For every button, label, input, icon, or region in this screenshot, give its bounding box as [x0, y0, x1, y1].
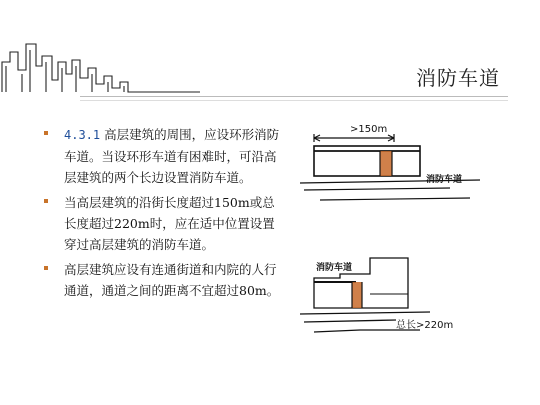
bottom-road-label: 消防车道	[316, 263, 353, 273]
title-rule	[80, 96, 508, 97]
bullet-marker-icon	[44, 266, 48, 270]
passage-highlight	[380, 151, 392, 176]
bullet-item-2	[40, 192, 280, 255]
bottom-sketch	[300, 248, 500, 358]
bullet-text: 当高层建筑的沿街长度超过150m或总长度超过220m时，应在适中位置设置穿过高层建筑的消防车道。	[64, 195, 275, 252]
bullet-marker-icon	[44, 131, 48, 135]
clause-number: 4.3.1	[64, 128, 101, 142]
top-road-label: 消防车道	[426, 175, 463, 185]
bullet-list	[40, 124, 280, 305]
passage-highlight	[352, 282, 362, 308]
bottom-dimension-label: 总长>220m	[396, 320, 454, 331]
top-sketch	[300, 118, 500, 218]
bullet-marker-icon	[44, 199, 48, 203]
bullet-text: 高层建筑应设有连通街道和内院的人行通道，通道之间的距离不宜超过80m。	[64, 262, 280, 298]
title-rule-secondary	[80, 100, 508, 101]
bullet-item-3	[40, 259, 280, 301]
bullet-body: 高层建筑的周围，应设环形消防车道。当设环形车道有困难时，可沿高层建筑的两个长边设置消防车道。	[64, 127, 280, 185]
bullet-item-1	[40, 124, 280, 188]
slide-title: 消防车道	[416, 66, 500, 90]
skyline-decoration	[0, 0, 200, 100]
top-dimension-label: >150m	[350, 124, 388, 135]
bullet-text	[64, 124, 280, 188]
